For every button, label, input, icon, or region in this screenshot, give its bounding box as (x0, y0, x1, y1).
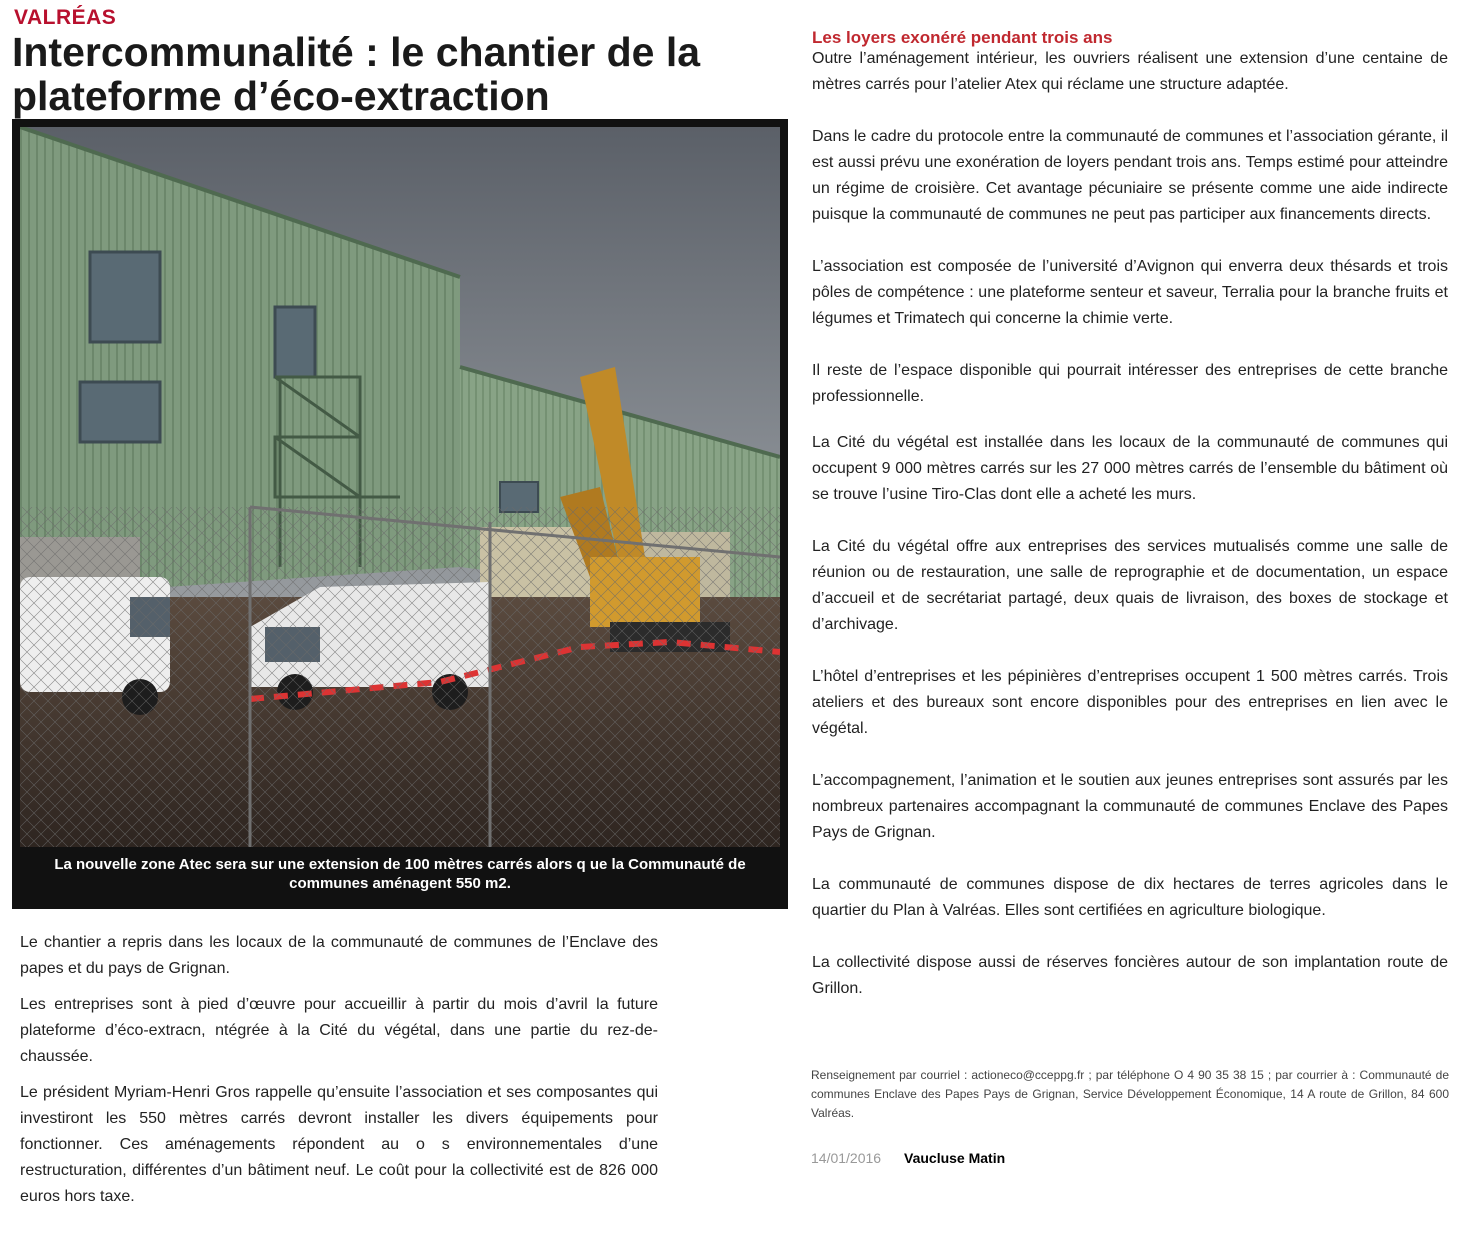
kicker: VALRÉAS (14, 6, 117, 29)
article-photo (20, 127, 780, 847)
window (80, 382, 160, 442)
paragraph: La communauté de communes dispose de dix hectares de terres agricoles dans le quartier du Plan à Valréas. Elles sont certifiées en agriculture biologique. (812, 876, 1448, 919)
headline: Intercommunalité : le chantier de la plateforme d’éco-extraction (12, 29, 701, 119)
paragraph: L’accompagnement, l’animation et le soutien aux jeunes entreprises sont assurés par les nombreux partenaires accompagnant la communauté de communes Enclave des Papes Pays de Grignan. (812, 772, 1448, 841)
construction-fence (20, 507, 780, 847)
paragraph: La collectivité dispose aussi de réserves foncières autour de son implantation route de Grillon. (812, 954, 1448, 997)
paragraph: Dans le cadre du protocole entre la communauté de communes et l’association gérante, il est aussi prévu une exonération de loyers pendant trois ans. Temps estimé pour atteindre un régime de croisière. Cet avantage pécuniaire se présente comme une aide indirecte puisque la communauté de communes ne peut pas participer aux financements directs. (812, 128, 1448, 223)
paragraph: Il reste de l’espace disponible qui pourrait intéresser des entreprises de cette branche professionnelle. (812, 362, 1448, 405)
right-column (812, 46, 1448, 1002)
paragraph: Outre l’aménagement intérieur, les ouvriers réalisent une extension d’une centaine de mètres carrés pour l’atelier Atex qui réclame une structure adaptée. (812, 50, 1448, 93)
photo-frame (12, 119, 788, 909)
paragraph: Les entreprises sont à pied d’œuvre pour accueillir à partir du mois d’avril la future plateforme d’éco-extracn, ntégrée à la Cité du végétal, dans une partie du rez-de-chaussée. (20, 996, 658, 1065)
left-column (20, 930, 658, 1220)
section-title: Les loyers exonéré pendant trois ans (812, 28, 1113, 47)
publication-source: Vaucluse Matin (904, 1150, 1006, 1166)
window (275, 307, 315, 377)
window (90, 252, 160, 342)
contact-note: Renseignement par courriel : actioneco@cceppg.fr ; par téléphone O 4 90 35 38 15 ; par courrier à : Communauté de communes Enclave des Papes Pays de Grignan, Service Développement Économique, 14 A route de Grillon, 84 600 Valréas. (811, 1068, 1449, 1120)
paragraph: Le chantier a repris dans les locaux de la communauté de communes de l’Enclave des papes et du pays de Grignan. (20, 934, 658, 977)
paragraph: La Cité du végétal est installée dans les locaux de la communauté de communes qui occupent 9 000 mètres carrés sur les 27 000 mètres carrés de l’ensemble du bâtiment où se trouve l’usine Tiro-Clas dont elle a acheté les murs. (812, 434, 1448, 503)
paragraph: L’hôtel d’entreprises et les pépinières d’entreprises occupent 1 500 mètres carrés. Trois ateliers et des bureaux sont encore disponibles pour des entreprises en lien avec le végétal. (812, 668, 1448, 737)
paragraph: La Cité du végétal offre aux entreprises des services mutualisés comme une salle de réunion ou de restauration, une salle de reprographie et de documentation, un espace d’accueil et de secrétariat partagé, deux quais de livraison, des boxes de stockage et d’archivage. (812, 538, 1448, 633)
photo-caption: La nouvelle zone Atec sera sur une extension de 100 mètres carrés alors q ue la Communauté de communes aménagent 550 m2. (54, 856, 746, 892)
paragraph: Le président Myriam-Henri Gros rappelle qu’ensuite l’association et ses composantes qui investiront les 550 mètres carrés devront installer les divers équipements pour fonctionner. Ces aménagements répondent au o s environnementales d’une restructuration, différentes d’un bâtiment neuf. Le coût pour la collectivité est de 826 000 euros hors taxe. (20, 1084, 658, 1205)
publication-date: 14/01/2016 (811, 1150, 882, 1166)
paragraph: L’association est composée de l’université d’Avignon qui enverra deux thésards et trois pôles de compétence : une plateforme senteur et saveur, Terralia pour la branche fruits et légumes et Trimatech qui concerne la chimie verte. (812, 258, 1448, 327)
